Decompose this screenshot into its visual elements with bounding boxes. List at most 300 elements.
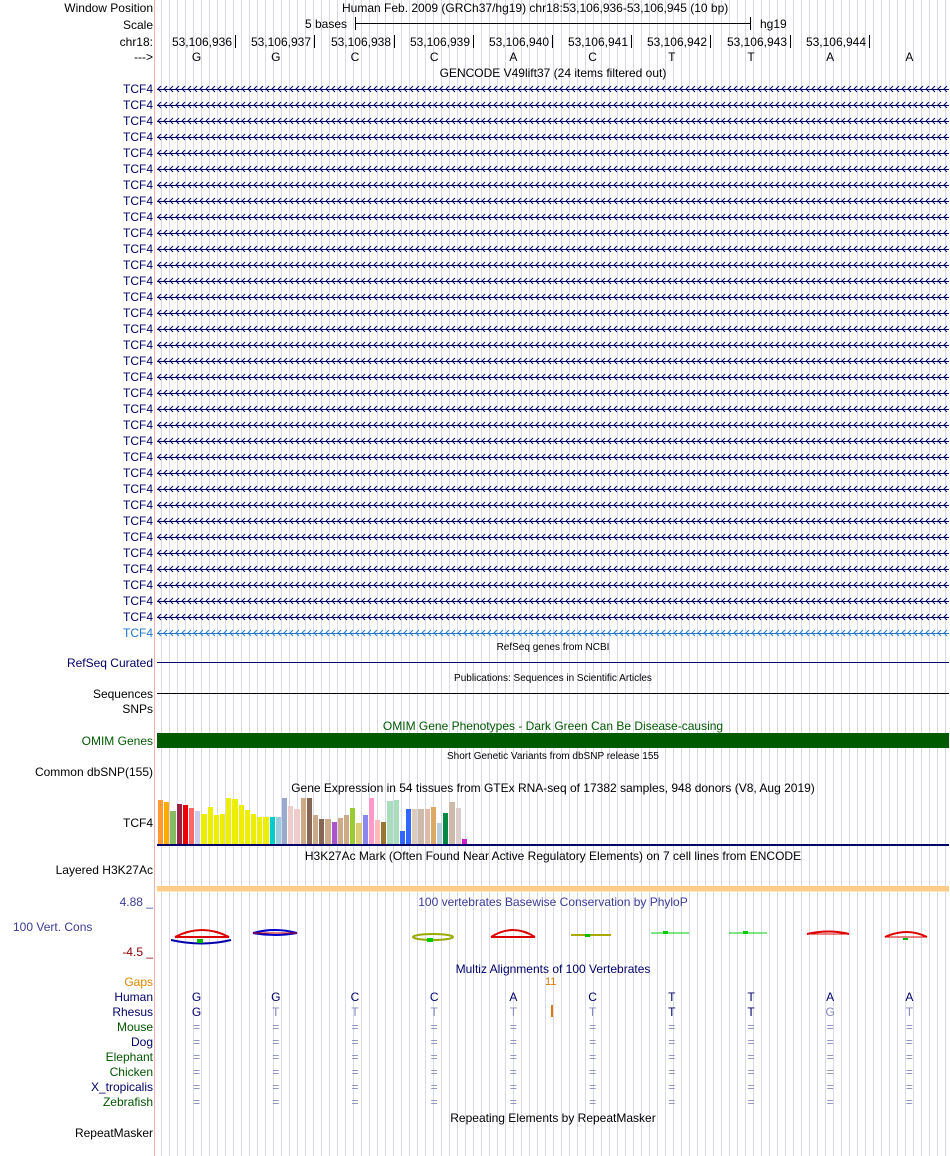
ruler-position-label: 53,106,938 bbox=[330, 35, 391, 49]
alignment-base: = bbox=[193, 1050, 201, 1064]
gencode-transcript-intron[interactable] bbox=[157, 133, 949, 141]
species-label[interactable]: Human bbox=[114, 990, 153, 1004]
gencode-transcript-label[interactable]: TCF4 bbox=[123, 274, 153, 288]
gtex-tissue-bar[interactable] bbox=[313, 815, 318, 844]
gtex-tissue-bar[interactable] bbox=[375, 820, 380, 844]
guide-line bbox=[865, 0, 866, 1156]
gtex-tissue-bar[interactable] bbox=[394, 800, 399, 844]
guide-line bbox=[457, 0, 458, 1156]
gencode-transcript-intron[interactable] bbox=[157, 453, 949, 461]
window-position-label[interactable]: Window Position bbox=[64, 1, 153, 15]
alignment-base: = bbox=[272, 1035, 280, 1049]
gtex-tissue-bar[interactable] bbox=[195, 811, 200, 844]
gencode-transcript-label[interactable]: TCF4 bbox=[123, 242, 153, 256]
guide-line bbox=[425, 0, 426, 1156]
refseq-gene-line[interactable] bbox=[157, 662, 949, 663]
guide-line bbox=[897, 0, 898, 1156]
omim-track-label[interactable]: OMIM Genes bbox=[81, 734, 153, 748]
guide-line bbox=[849, 0, 850, 1156]
gtex-tissue-bar[interactable] bbox=[431, 807, 436, 844]
gencode-transcript-label[interactable]: TCF4 bbox=[123, 130, 153, 144]
gencode-transcript-intron[interactable] bbox=[157, 85, 949, 93]
alignment-base: = bbox=[351, 1050, 359, 1064]
gtex-tissue-bar[interactable] bbox=[251, 814, 256, 844]
gtex-tissue-bar[interactable] bbox=[270, 817, 275, 844]
guide-line bbox=[609, 0, 610, 1156]
gtex-tissue-bar[interactable] bbox=[282, 798, 287, 844]
guide-line bbox=[193, 0, 194, 1156]
guide-line bbox=[689, 0, 690, 1156]
gencode-transcript-label[interactable]: TCF4 bbox=[123, 434, 153, 448]
gencode-transcript-intron[interactable] bbox=[157, 501, 949, 509]
gtex-tissue-bar[interactable] bbox=[344, 815, 349, 844]
gtex-tissue-bar[interactable] bbox=[443, 813, 448, 844]
gencode-transcript-intron[interactable] bbox=[157, 261, 949, 269]
gencode-transcript-intron[interactable] bbox=[157, 165, 949, 173]
gencode-transcript-label[interactable]: TCF4 bbox=[123, 290, 153, 304]
gtex-tissue-bar[interactable] bbox=[288, 806, 293, 844]
gencode-transcript-label[interactable]: TCF4 bbox=[123, 354, 153, 368]
gencode-track-title: GENCODE V49lift37 (24 items filtered out) bbox=[439, 66, 667, 80]
publications-track-title: Publications: Sequences in Scientific Articles bbox=[454, 673, 652, 684]
guide-line bbox=[513, 0, 514, 1156]
ruler-tick bbox=[235, 35, 236, 48]
guide-line bbox=[921, 0, 922, 1156]
gtex-tissue-bar[interactable] bbox=[208, 807, 213, 844]
guide-line bbox=[841, 0, 842, 1156]
guide-line bbox=[321, 0, 322, 1156]
gencode-transcript-label[interactable]: TCF4 bbox=[123, 370, 153, 384]
gtex-tissue-bar[interactable] bbox=[239, 805, 244, 844]
gencode-transcript-intron[interactable] bbox=[157, 181, 949, 189]
gtex-tissue-bar[interactable] bbox=[201, 814, 206, 844]
scale-assembly: hg19 bbox=[760, 17, 787, 31]
species-label[interactable]: Rhesus bbox=[112, 1005, 153, 1019]
guide-line bbox=[345, 0, 346, 1156]
gtex-tissue-bar[interactable] bbox=[158, 800, 163, 844]
guide-line bbox=[681, 0, 682, 1156]
ruler-tick bbox=[314, 35, 315, 48]
gencode-transcript-label[interactable]: TCF4 bbox=[123, 226, 153, 240]
alignment-base: C bbox=[350, 990, 360, 1004]
ruler-tick bbox=[710, 35, 711, 48]
guide-line bbox=[201, 0, 202, 1156]
dbsnp-track-label[interactable]: Common dbSNP(155) bbox=[34, 765, 153, 779]
alignment-base: C bbox=[429, 990, 439, 1004]
phylop-mark-2 bbox=[253, 930, 297, 935]
gencode-transcript-label[interactable]: TCF4 bbox=[123, 338, 153, 352]
alignment-base: = bbox=[668, 1020, 676, 1034]
alignment-base: = bbox=[747, 1095, 755, 1109]
gtex-tissue-bar[interactable] bbox=[294, 809, 299, 844]
alignment-base: = bbox=[589, 1050, 597, 1064]
alignment-base: T bbox=[351, 1005, 359, 1019]
gencode-transcript-intron[interactable] bbox=[157, 197, 949, 205]
gencode-transcript-label[interactable]: TCF4 bbox=[123, 418, 153, 432]
guide-line bbox=[209, 0, 210, 1156]
base-letter: A bbox=[905, 50, 914, 64]
guide-line bbox=[777, 0, 778, 1156]
gencode-transcript-label[interactable]: TCF4 bbox=[123, 498, 153, 512]
guide-line bbox=[721, 0, 722, 1156]
gencode-transcript-label[interactable]: TCF4 bbox=[123, 450, 153, 464]
gtex-tissue-bar[interactable] bbox=[387, 801, 392, 844]
guide-line bbox=[601, 0, 602, 1156]
gencode-transcript-intron[interactable] bbox=[157, 613, 949, 621]
gencode-transcript-label[interactable]: TCF4 bbox=[123, 402, 153, 416]
alignment-base: = bbox=[351, 1020, 359, 1034]
gencode-transcript-label[interactable]: TCF4 bbox=[123, 530, 153, 544]
guide-line bbox=[537, 0, 538, 1156]
gtex-tissue-bar[interactable] bbox=[319, 819, 324, 844]
phylop-mark-7 bbox=[729, 931, 767, 934]
dbsnp-track-title: Short Genetic Variants from dbSNP release 155 bbox=[447, 751, 659, 762]
guide-line bbox=[577, 0, 578, 1156]
gencode-transcript-label[interactable]: TCF4 bbox=[123, 626, 153, 640]
alignment-base: = bbox=[589, 1065, 597, 1079]
refseq-track-label[interactable]: RefSeq Curated bbox=[66, 656, 153, 670]
alignment-base: = bbox=[193, 1080, 201, 1094]
gaps-label[interactable]: Gaps bbox=[124, 975, 153, 989]
gtex-tissue-bar[interactable] bbox=[412, 809, 417, 844]
gencode-transcript-intron[interactable] bbox=[157, 213, 949, 221]
ruler-tick bbox=[790, 35, 791, 48]
base-letter: G bbox=[271, 50, 281, 64]
guide-line bbox=[729, 0, 730, 1156]
species-label[interactable]: Chicken bbox=[109, 1065, 153, 1079]
phylop-mark-9 bbox=[885, 932, 927, 940]
h3k27ac-track-title: H3K27Ac Mark (Often Found Near Active Regulatory Elements) on 7 cell lines from ENCODE bbox=[304, 849, 802, 863]
gencode-transcript-intron[interactable] bbox=[157, 101, 949, 109]
repeatmasker-track-label[interactable]: RepeatMasker bbox=[74, 1126, 153, 1140]
gtex-tissue-bar[interactable] bbox=[257, 817, 262, 844]
gtex-tissue-bar[interactable] bbox=[325, 819, 330, 844]
gencode-transcript-intron[interactable] bbox=[157, 485, 949, 493]
species-label[interactable]: Dog bbox=[130, 1035, 153, 1049]
guide-line bbox=[705, 0, 706, 1156]
guide-line bbox=[449, 0, 450, 1156]
ruler-position-label: 53,106,942 bbox=[646, 35, 707, 49]
h3k27ac-track-label[interactable]: Layered H3K27Ac bbox=[55, 863, 153, 877]
guide-line bbox=[617, 0, 618, 1156]
guide-line bbox=[633, 0, 634, 1156]
ruler-position-label: 53,106,939 bbox=[409, 35, 470, 49]
gtex-tissue-bar[interactable] bbox=[220, 814, 225, 844]
alignment-base: T bbox=[668, 990, 676, 1004]
ruler-position-label: 53,106,944 bbox=[805, 35, 866, 49]
base-letter: T bbox=[668, 50, 676, 64]
alignment-base: = bbox=[589, 1080, 597, 1094]
guide-line bbox=[361, 0, 362, 1156]
guide-line bbox=[481, 0, 482, 1156]
guide-line bbox=[809, 0, 810, 1156]
guide-line bbox=[625, 0, 626, 1156]
gtex-tissue-bar[interactable] bbox=[226, 798, 231, 844]
alignment-base: = bbox=[509, 1080, 517, 1094]
gencode-transcript-intron[interactable] bbox=[157, 373, 949, 381]
gtex-tissue-bar[interactable] bbox=[232, 799, 237, 844]
guide-line bbox=[665, 0, 666, 1156]
guide-line bbox=[825, 0, 826, 1156]
alignment-base: = bbox=[905, 1065, 913, 1079]
gtex-baseline bbox=[157, 844, 949, 846]
chrom-label[interactable]: chr18: bbox=[119, 35, 153, 49]
gencode-transcript-intron[interactable] bbox=[157, 293, 949, 301]
gtex-tissue-bar[interactable] bbox=[356, 823, 361, 844]
guide-line bbox=[889, 0, 890, 1156]
guide-line bbox=[409, 0, 410, 1156]
alignment-base: T bbox=[509, 1005, 518, 1019]
gencode-transcript-intron[interactable] bbox=[157, 533, 949, 541]
gencode-transcript-label[interactable]: TCF4 bbox=[123, 610, 153, 624]
guide-line bbox=[793, 0, 794, 1156]
guide-line bbox=[353, 0, 354, 1156]
gencode-transcript-intron[interactable] bbox=[157, 341, 949, 349]
guide-line bbox=[489, 0, 490, 1156]
phylop-mark-4 bbox=[491, 930, 535, 937]
alignment-base: = bbox=[272, 1050, 280, 1064]
ruler-tick bbox=[869, 35, 870, 48]
guide-line bbox=[657, 0, 658, 1156]
guide-line bbox=[265, 0, 266, 1156]
gtex-tissue-bar[interactable] bbox=[363, 815, 368, 844]
gencode-transcript-intron[interactable] bbox=[157, 421, 949, 429]
gencode-transcript-label[interactable]: TCF4 bbox=[123, 178, 153, 192]
gencode-transcript-intron[interactable] bbox=[157, 309, 949, 317]
base-letter: C bbox=[350, 50, 360, 64]
gencode-transcript-label[interactable]: TCF4 bbox=[123, 386, 153, 400]
scale-value: 5 bases bbox=[305, 17, 348, 31]
alignment-base: = bbox=[668, 1065, 676, 1079]
guide-line bbox=[441, 0, 442, 1156]
gencode-transcript-label[interactable]: TCF4 bbox=[123, 162, 153, 176]
gap-count: 11 bbox=[545, 976, 557, 988]
guide-line bbox=[385, 0, 386, 1156]
alignment-base: = bbox=[272, 1020, 280, 1034]
gtex-tissue-bar[interactable] bbox=[245, 810, 250, 844]
gencode-transcript-label[interactable]: TCF4 bbox=[123, 578, 153, 592]
gencode-transcript-intron[interactable] bbox=[157, 581, 949, 589]
gencode-transcript-label[interactable]: TCF4 bbox=[123, 82, 153, 96]
alignment-base: C bbox=[588, 990, 597, 1004]
gtex-tissue-bar[interactable] bbox=[381, 822, 386, 844]
gencode-transcript-label[interactable]: TCF4 bbox=[123, 466, 153, 480]
gtex-tissue-bar[interactable] bbox=[177, 804, 182, 844]
gencode-transcript-intron[interactable] bbox=[157, 405, 949, 413]
gencode-transcript-intron[interactable] bbox=[157, 229, 949, 237]
alignment-base: A bbox=[826, 990, 835, 1004]
guide-line bbox=[745, 0, 746, 1156]
gencode-transcript-intron[interactable] bbox=[157, 549, 949, 557]
gencode-transcript-label[interactable]: TCF4 bbox=[123, 562, 153, 576]
species-label[interactable]: Elephant bbox=[105, 1050, 153, 1064]
gtex-tissue-bar[interactable] bbox=[214, 815, 219, 844]
species-label[interactable]: Zebrafish bbox=[102, 1095, 153, 1109]
alignment-base: = bbox=[905, 1020, 913, 1034]
gtex-tissue-bar[interactable] bbox=[183, 805, 188, 844]
phylop-min-label: -4.5 _ bbox=[122, 945, 153, 959]
alignment-base: = bbox=[826, 1095, 834, 1109]
guide-line bbox=[273, 0, 274, 1156]
gencode-transcript-label[interactable]: TCF4 bbox=[123, 194, 153, 208]
scale-label[interactable]: Scale bbox=[122, 18, 153, 32]
ruler-position-label: 53,106,940 bbox=[488, 35, 549, 49]
gtex-track-label[interactable]: TCF4 bbox=[123, 816, 153, 830]
alignment-base: = bbox=[826, 1065, 834, 1079]
alignment-base: = bbox=[430, 1065, 438, 1079]
gencode-transcript-intron[interactable] bbox=[157, 245, 949, 253]
gtex-tissue-bar[interactable] bbox=[301, 798, 306, 844]
alignment-base: = bbox=[668, 1095, 676, 1109]
guide-line bbox=[169, 0, 170, 1156]
guide-line bbox=[225, 0, 226, 1156]
gencode-transcript-label[interactable]: TCF4 bbox=[123, 322, 153, 336]
gencode-transcript-label[interactable]: TCF4 bbox=[123, 594, 153, 608]
gtex-tissue-bar[interactable] bbox=[350, 808, 355, 844]
strand-label[interactable]: ---> bbox=[134, 50, 153, 64]
scale-bar-left-tick bbox=[355, 17, 356, 30]
gencode-transcript-intron[interactable] bbox=[157, 565, 949, 573]
gtex-tissue-bar[interactable] bbox=[418, 809, 423, 844]
alignment-base: = bbox=[193, 1095, 201, 1109]
alignment-base: = bbox=[193, 1035, 201, 1049]
base-letter: G bbox=[191, 50, 202, 64]
publications-line[interactable] bbox=[157, 693, 949, 694]
alignment-base: = bbox=[193, 1020, 201, 1034]
omim-gene-bar[interactable] bbox=[157, 733, 949, 748]
multiz-track-title: Multiz Alignments of 100 Vertebrates bbox=[455, 962, 651, 976]
ruler-tick bbox=[631, 35, 632, 48]
phylop-track-label[interactable]: 100 Vert. Cons bbox=[13, 920, 93, 934]
guide-line bbox=[521, 0, 522, 1156]
gtex-tissue-bar[interactable] bbox=[164, 802, 169, 844]
alignment-base: = bbox=[905, 1080, 913, 1094]
scale-bar bbox=[355, 23, 751, 24]
phylop-track-title: 100 vertebrates Basewise Conservation by PhyloP bbox=[418, 895, 688, 909]
guide-line bbox=[561, 0, 562, 1156]
guide-line bbox=[785, 0, 786, 1156]
gencode-transcript-intron[interactable] bbox=[157, 517, 949, 525]
guide-line bbox=[241, 0, 242, 1156]
alignment-base: T bbox=[668, 1005, 676, 1019]
gencode-transcript-label[interactable]: TCF4 bbox=[123, 114, 153, 128]
guide-line bbox=[937, 0, 938, 1156]
alignment-base: G bbox=[191, 990, 202, 1004]
ruler-position-label: 53,106,937 bbox=[250, 35, 311, 49]
gtex-tissue-bar[interactable] bbox=[338, 818, 343, 844]
gencode-transcript-label[interactable]: TCF4 bbox=[123, 306, 153, 320]
phylop-mark-8 bbox=[807, 932, 849, 935]
alignment-base: T bbox=[747, 1005, 755, 1019]
gtex-tissue-bar[interactable] bbox=[425, 809, 430, 844]
alignment-base: = bbox=[589, 1020, 597, 1034]
alignment-base: = bbox=[668, 1035, 676, 1049]
gtex-tissue-bar[interactable] bbox=[263, 817, 268, 844]
gtex-tissue-bar[interactable] bbox=[437, 823, 442, 844]
gtex-expression-bars[interactable] bbox=[157, 796, 537, 844]
gtex-tissue-bar[interactable] bbox=[456, 808, 461, 844]
phylop-mark-3 bbox=[413, 934, 453, 942]
alignment-base: = bbox=[826, 1050, 834, 1064]
alignment-base: = bbox=[430, 1035, 438, 1049]
alignment-base: = bbox=[905, 1035, 913, 1049]
snps-track-label[interactable]: SNPs bbox=[122, 702, 153, 716]
alignment-base: A bbox=[509, 990, 518, 1004]
gencode-transcript-intron[interactable] bbox=[157, 117, 949, 125]
gencode-transcript-label[interactable]: TCF4 bbox=[123, 210, 153, 224]
alignment-base: = bbox=[826, 1080, 834, 1094]
gencode-transcript-intron[interactable] bbox=[157, 469, 949, 477]
gtex-tissue-bar[interactable] bbox=[307, 798, 312, 844]
gtex-tissue-bar[interactable] bbox=[276, 817, 281, 844]
guide-line bbox=[929, 0, 930, 1156]
species-label[interactable]: Mouse bbox=[116, 1020, 153, 1034]
gencode-transcript-label[interactable]: TCF4 bbox=[123, 98, 153, 112]
species-label[interactable]: X_tropicalis bbox=[90, 1080, 153, 1094]
gencode-transcript-intron[interactable] bbox=[157, 389, 949, 397]
guide-line bbox=[161, 0, 162, 1156]
gencode-transcript-label[interactable]: TCF4 bbox=[123, 514, 153, 528]
gencode-transcript-intron[interactable] bbox=[157, 597, 949, 605]
alignment-base: = bbox=[747, 1080, 755, 1094]
alignment-base: = bbox=[351, 1095, 359, 1109]
gencode-transcript-intron[interactable] bbox=[157, 629, 949, 637]
gencode-transcript-intron[interactable] bbox=[157, 357, 949, 365]
alignment-base: = bbox=[351, 1080, 359, 1094]
base-letter: A bbox=[509, 50, 518, 64]
alignment-base: G bbox=[271, 990, 281, 1004]
guide-line bbox=[913, 0, 914, 1156]
gtex-tissue-bar[interactable] bbox=[400, 831, 405, 844]
gencode-transcript-intron[interactable] bbox=[157, 149, 949, 157]
gtex-tissue-bar[interactable] bbox=[406, 809, 411, 844]
alignment-base: = bbox=[747, 1035, 755, 1049]
gtex-tissue-bar[interactable] bbox=[189, 808, 194, 844]
base-letter: A bbox=[826, 50, 835, 64]
guide-line bbox=[761, 0, 762, 1156]
phylop-mark-6 bbox=[651, 931, 689, 934]
alignment-base: T bbox=[905, 1005, 914, 1019]
guide-line bbox=[833, 0, 834, 1156]
alignment-base: = bbox=[589, 1035, 597, 1049]
alignment-base: T bbox=[588, 1005, 597, 1019]
gtex-track-title: Gene Expression in 54 tissues from GTEx RNA-seq of 17382 samples, 948 donors (V8, Aug 2019) bbox=[291, 781, 815, 795]
guide-line bbox=[817, 0, 818, 1156]
gtex-tissue-bar[interactable] bbox=[369, 798, 374, 844]
gtex-tissue-bar[interactable] bbox=[449, 802, 454, 844]
guide-line bbox=[177, 0, 178, 1156]
guide-line bbox=[393, 0, 394, 1156]
gencode-transcript-label[interactable]: TCF4 bbox=[123, 546, 153, 560]
gtex-tissue-bar[interactable] bbox=[332, 822, 337, 844]
gencode-transcript-label[interactable]: TCF4 bbox=[123, 482, 153, 496]
guide-line bbox=[569, 0, 570, 1156]
guide-line bbox=[465, 0, 466, 1156]
gencode-transcript-label[interactable]: TCF4 bbox=[123, 146, 153, 160]
gencode-transcript-intron[interactable] bbox=[157, 325, 949, 333]
gencode-transcript-label[interactable]: TCF4 bbox=[123, 258, 153, 272]
base-letter: C bbox=[429, 50, 439, 64]
gencode-transcript-intron[interactable] bbox=[157, 437, 949, 445]
guide-line bbox=[377, 0, 378, 1156]
phylop-signal[interactable] bbox=[157, 925, 949, 947]
gtex-tissue-bar[interactable] bbox=[170, 811, 175, 844]
ruler-position-label: 53,106,936 bbox=[171, 35, 232, 49]
publications-track-label[interactable]: Sequences bbox=[92, 687, 153, 701]
gencode-transcript-intron[interactable] bbox=[157, 277, 949, 285]
ruler-position-label: 53,106,943 bbox=[726, 35, 787, 49]
phylop-max-label: 4.88 _ bbox=[119, 895, 153, 909]
